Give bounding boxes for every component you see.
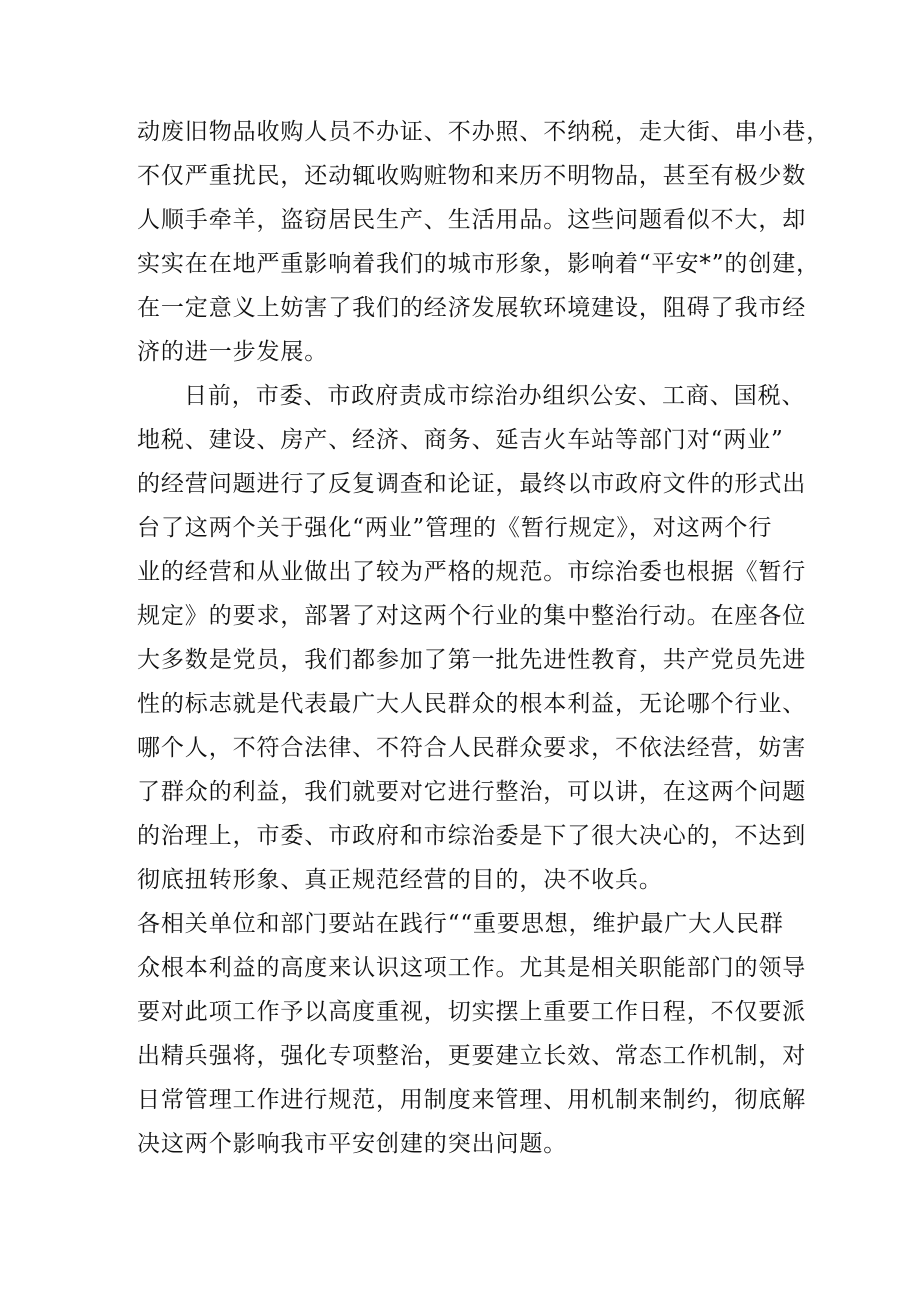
paragraph-2-line-6: 规定》的要求，部署了对这两个行业的集中整治行动。在座各位 xyxy=(137,603,807,629)
paragraph-3-line-2: 众根本利益的高度来认识这项工作。尤其是相关职能部门的领导 xyxy=(137,955,807,981)
paragraph-2-line-12: 彻底扭转形象、真正规范经营的目的，决不收兵。 xyxy=(137,867,663,893)
paragraph-2-line-10: 了群众的利益，我们就要对它进行整治，可以讲，在这两个问题 xyxy=(137,779,807,805)
paragraph-1-line-2: 不仅严重扰民，还动辄收购赃物和来历不明物品，甚至有极少数 xyxy=(137,163,807,189)
paragraph-3-line-6: 决这两个影响我市平安创建的突出问题。 xyxy=(137,1131,568,1157)
paragraph-1-line-1: 动废旧物品收购人员不办证、不办照、不纳税，走大街、串小巷， xyxy=(137,119,831,145)
paragraph-2-line-11: 的治理上，市委、市政府和市综治委是下了很大决心的，不达到 xyxy=(137,823,807,849)
paragraph-2-line-9: 哪个人，不符合法律、不符合人民群众要求，不依法经营，妨害 xyxy=(137,735,807,761)
paragraph-3-line-4: 出精兵强将，强化专项整治，更要建立长效、常态工作机制，对 xyxy=(137,1043,807,1069)
paragraph-2-line-8: 性的标志就是代表最广大人民群众的根本利益，无论哪个行业、 xyxy=(137,691,807,717)
paragraph-2-line-4: 台了这两个关于强化“两业”管理的《暂行规定》，对这两个行 xyxy=(137,515,773,541)
paragraph-2-line-5: 业的经营和从业做出了较为严格的规范。市综治委也根据《暂行 xyxy=(137,559,807,585)
paragraph-1-line-5: 在一定意义上妨害了我们的经济发展软环境建设，阻碍了我市经 xyxy=(137,295,807,321)
paragraph-2-line-2: 地税、建设、房产、经济、商务、延吉火车站等部门对“两业” xyxy=(137,427,784,453)
paragraph-2-line-7: 大多数是党员，我们都参加了第一批先进性教育，共产党员先进 xyxy=(137,647,807,673)
paragraph-3-line-1: 各相关单位和部门要站在践行““重要思想，维护最广大人民群 xyxy=(137,911,784,937)
paragraph-2-line-1: 日前，市委、市政府责成市综治办组织公安、工商、国税、 xyxy=(184,383,806,409)
paragraph-3-line-5: 日常管理工作进行规范，用制度来管理、用机制来制约，彻底解 xyxy=(137,1087,807,1113)
paragraph-1-line-4: 实实在在地严重影响着我们的城市形象，影响着“平安*”的创建， xyxy=(137,251,821,277)
paragraph-1-line-3: 人顺手牵羊，盗窃居民生产、生活用品。这些问题看似不大，却 xyxy=(137,207,807,233)
paragraph-3-line-3: 要对此项工作予以高度重视，切实摆上重要工作日程，不仅要派 xyxy=(137,999,807,1025)
paragraph-2-line-3: 的经营问题进行了反复调查和论证，最终以市政府文件的形式出 xyxy=(137,471,807,497)
paragraph-1-line-6: 济的进一步发展。 xyxy=(137,339,329,365)
document-body xyxy=(137,0,831,1301)
